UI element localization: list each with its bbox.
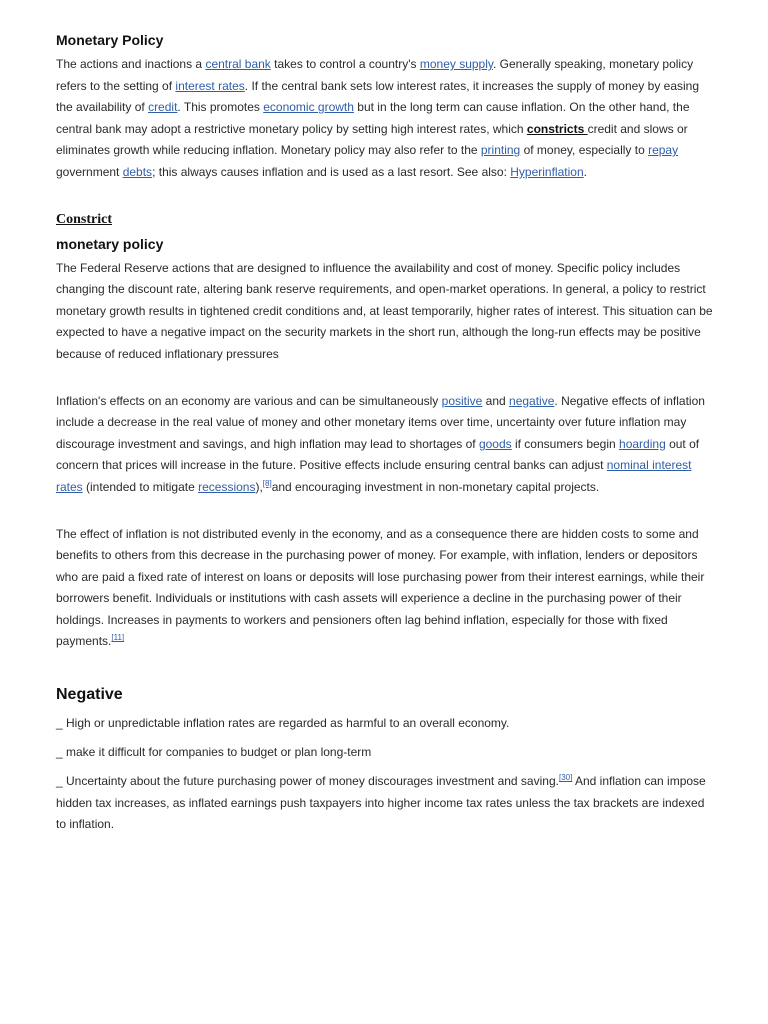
- inflation-distribution-paragraph: [56, 524, 716, 654]
- text-run: . This promotes: [177, 100, 264, 115]
- emphasis-constricts: constricts: [526, 121, 588, 136]
- text-run: government: [56, 164, 123, 179]
- text-run: . If the central bank sets low interest rates, it increases the supply of money by easing the availability of: [56, 78, 700, 115]
- text-run: if consumers begin: [511, 436, 620, 451]
- link-printing[interactable]: printing: [480, 143, 521, 158]
- link-positive[interactable]: positive: [441, 393, 483, 408]
- citation-ref-30[interactable]: [30]: [558, 773, 573, 783]
- negative-bullet-3: [56, 771, 716, 836]
- negative-bullet-2: _ make it difficult for companies to budget or plan long-term: [56, 744, 372, 759]
- text-run: . Negative effects of inflation include a decrease in the real value of money and other monetary items over time, uncertainty over future inflation may discourage investment and savings, and high inflation may lead to shortages of: [56, 393, 705, 451]
- link-nominal-interest-rates[interactable]: nominal interest rates: [56, 458, 692, 494]
- link-credit[interactable]: credit: [148, 100, 178, 115]
- text-run: The effect of inflation is not distributed evenly in the economy, and as a consequence there are hidden costs to some and benefits to others from this decrease in the purchasing power of money. For example, with inflation, lenders or depositors who are paid a fixed rate of interest on loans or deposits will lose purchasing power from their interest earnings, while their borrowers benefit. Individuals or institutions with cash assets will experience a decline in the purchasing power of their holdings. Increases in payments to workers and pensioners often lag behind inflation, especially for those with fixed payments.: [56, 526, 705, 649]
- text-run: And inflation can impose hidden tax increases, as inflated earnings push taxpayers into higher income tax rates unless the tax brackets are indexed to inflation.: [56, 774, 706, 832]
- text-run: out of concern that prices will increase in the future. Positive effects include ensuring central banks can adjust: [56, 436, 700, 473]
- text-run: Inflation's effects on an economy are various and can be simultaneously: [56, 393, 442, 408]
- link-goods[interactable]: goods: [478, 436, 512, 451]
- text-run: but in the long term can cause inflation. On the other hand, the central bank may adopt a restrictive monetary policy by setting high interest rates, which: [56, 100, 690, 136]
- link-interest-rates[interactable]: interest rates: [175, 78, 245, 93]
- link-repay[interactable]: repay: [648, 143, 679, 158]
- text-run: ; this always causes inflation and is used as a last resort. See also:: [152, 164, 511, 179]
- link-central-bank[interactable]: central bank: [205, 57, 271, 71]
- document-page: [56, 30, 716, 836]
- link-economic-growth[interactable]: economic growth: [263, 100, 354, 115]
- constrict-paragraph: The Federal Reserve actions that are designed to influence the availability and cost of money. Specific policy includes changing the discount rate, altering bank reserve requirements, and open-market operations. In general, a policy to restrict monetary growth results in tightened credit conditions and, at least temporarily, higher rates of interest. This situation can be expected to have a negative impact on the security markets in the short run, although the long-run effects may be positive because of reduced inflationary pressures: [56, 260, 713, 361]
- citation-ref-11[interactable]: [11]: [111, 633, 125, 643]
- section-heading-monetary-policy-sub: monetary policy: [56, 235, 164, 252]
- text-run: and: [482, 393, 510, 408]
- negative-bullet-1: _ High or unpredictable inflation rates are regarded as harmful to an overall economy.: [56, 716, 510, 731]
- section-heading-constrict: Constrict: [56, 211, 112, 227]
- text-run: . Generally speaking, monetary policy refers to the setting of: [56, 57, 694, 93]
- text-run: credit and slows or eliminates growth while reducing inflation. Monetary policy may also refer to the: [56, 121, 688, 158]
- inflation-effects-paragraph: [56, 391, 716, 499]
- text-run: _ Uncertainty about the future purchasing power of money discourages investment and saving.: [56, 774, 559, 789]
- text-run: and encouraging investment in non-monetary capital projects.: [271, 479, 600, 494]
- link-recessions[interactable]: recessions: [198, 479, 256, 494]
- link-money-supply[interactable]: money supply: [419, 57, 493, 71]
- section-heading-monetary-policy: Monetary Policy: [56, 32, 164, 48]
- link-hoarding[interactable]: hoarding: [619, 436, 666, 451]
- text-run: of money, especially to: [520, 143, 649, 158]
- link-hyperinflation[interactable]: Hyperinflation: [510, 164, 584, 179]
- link-negative[interactable]: negative: [509, 393, 555, 408]
- link-debts[interactable]: debts: [122, 164, 153, 179]
- text-run: (intended to mitigate: [82, 479, 199, 494]
- text-run: ),: [255, 479, 263, 494]
- section-heading-negative: Negative: [56, 686, 123, 704]
- citation-ref-8[interactable]: [8]: [262, 478, 272, 488]
- monetary-policy-paragraph: [56, 54, 716, 184]
- text-run: The actions and inactions a: [56, 57, 206, 71]
- text-run: .: [583, 164, 587, 179]
- text-run: takes to control a country's: [270, 57, 420, 71]
